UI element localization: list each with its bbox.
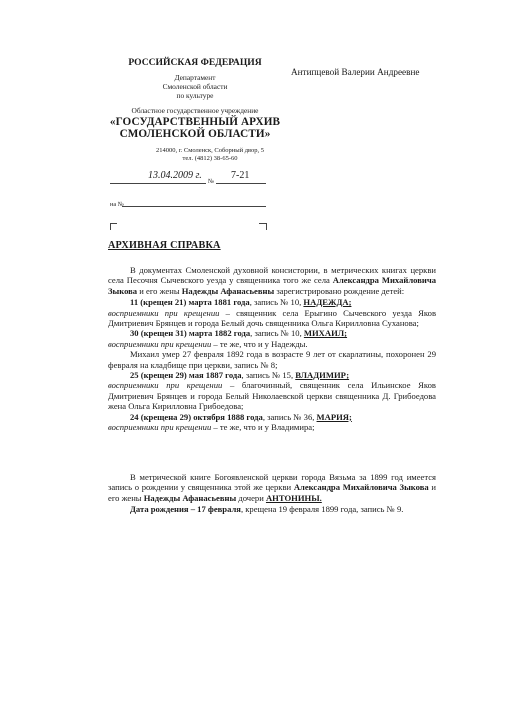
entry-4-godparents-label: восприемники при крещении: [108, 422, 212, 433]
registration-number: 7-21: [231, 170, 250, 181]
entry-3-name: ВЛАДИМИР;: [295, 370, 350, 381]
entry-3-date: 25 (крещен 29) мая 1887 года: [130, 370, 242, 381]
number-underline: [216, 183, 266, 184]
date-underline: [110, 183, 206, 184]
addressee: Антипцевой Валерии Андреевне: [291, 67, 420, 77]
entry-1-godparents: – священник села Ерыгино Сычевского уезда Яков Дмитриевич Брянцев и города Белый дочь священника Ольга Кирилловна Суханова;: [108, 307, 436, 329]
intro-end: зарегистрировано рождение детей:: [276, 285, 405, 296]
number-label: №: [208, 178, 215, 185]
entry-1-name: НАДЕЖДА;: [303, 297, 352, 308]
entry-4-date: 24 (крещена 29) октября 1888 года: [130, 411, 263, 422]
entry-1-record: , запись № 10,: [249, 297, 304, 308]
reference-label: на №: [110, 201, 124, 208]
vyazma-mother-name: Надежды Афанасьевны: [143, 492, 237, 503]
entry-2-death-note: Михаил умер 27 февраля 1892 года в возрасте 9 лет от скарлатины, похоронен 29 февраля на кладбище при церкви, запись № 8;: [108, 349, 436, 370]
letterhead-dept-line1: Департамент: [174, 73, 216, 82]
intro-conj: и его жены: [137, 285, 182, 296]
letterhead-address: 214000, г. Смоленск, Соборный двор, 5: [155, 147, 265, 154]
letterhead-institution-type: Областное государственное учреждение: [131, 106, 259, 115]
letterhead-dept-line2: Смоленской области: [162, 82, 228, 91]
corner-mark-right-v: [266, 223, 267, 230]
letterhead-country: РОССИЙСКАЯ ФЕДЕРАЦИЯ: [128, 57, 262, 68]
baptism-record: , крещена 19 февраля 1899 года, запись № 9.: [240, 504, 404, 515]
entry-2-godparents-label: восприемники при крещении: [108, 338, 212, 349]
entry-3-godparents-label: восприемники при крещении: [108, 380, 223, 391]
father-name: Александра Михайловича Зыкова: [108, 275, 436, 296]
intro-text: В документах Смоленской духовной консистории, в метрических книгах церкви села Песочня Сычевского уезда у священника того же села: [108, 265, 436, 286]
mother-name: Надежды Афанасьевны: [181, 285, 275, 296]
letterhead-phone: тел. (4812) 38-65-60: [182, 155, 238, 162]
document-title: АРХИВНАЯ СПРАВКА: [108, 240, 221, 251]
reference-underline: [122, 206, 266, 207]
vyazma-father-name: Александра Михайловича Зыкова: [293, 482, 429, 493]
vyazma-conj: и его жены: [108, 482, 436, 503]
vyazma-child-name: АНТОНИНЫ.: [265, 492, 322, 503]
letterhead-archive-line1: «ГОСУДАРСТВЕННЫЙ АРХИВ: [109, 116, 281, 128]
entry-4-record: , запись № 36,: [262, 411, 317, 422]
entry-2-date: 30 (крещен 31) марта 1882 года: [130, 328, 251, 339]
entry-2-name: МИХАИЛ;: [303, 328, 348, 339]
body-paragraph-2: [108, 472, 436, 515]
entry-1-godparents-label: восприемники при крещении: [108, 307, 220, 318]
registration-date: 13.04.2009 г.: [148, 170, 202, 181]
birth-date-label: Дата рождения – 17 февраля: [130, 504, 241, 515]
entry-2-record: , запись № 10,: [250, 328, 304, 339]
entry-3-record: , запись № 15,: [241, 370, 296, 381]
entry-2-godparents: – те же, что и у Надежды.: [211, 338, 308, 349]
body-paragraph-1: [108, 265, 436, 433]
corner-mark-left: [110, 223, 117, 224]
entry-1-date: 11 (крещен 21) марта 1881 года: [130, 297, 250, 308]
entry-3-godparents: – благочинный, священник села Ильинское Яков Дмитриевич Брянцев и города Белый Николаевской церкви священника Д. Грибоедова жена Ольга Кирилловна Грибоедова;: [108, 380, 436, 412]
letterhead-dept-line3: по культуре: [176, 91, 214, 100]
vyazma-daughter: дочери: [236, 492, 266, 503]
vyazma-text: В метрической книге Богоявленской церкви города Вязьма за 1899 год имеется запись о рождении у священника этой же церкви: [108, 472, 436, 493]
letterhead-archive-line2: СМОЛЕНСКОЙ ОБЛАСТИ»: [119, 128, 271, 140]
corner-mark-right: [259, 223, 266, 224]
entry-4-godparents: – те же, что и у Владимира;: [211, 422, 315, 433]
entry-4-name: МАРИЯ;: [316, 411, 352, 422]
corner-mark-left-v: [110, 223, 111, 230]
